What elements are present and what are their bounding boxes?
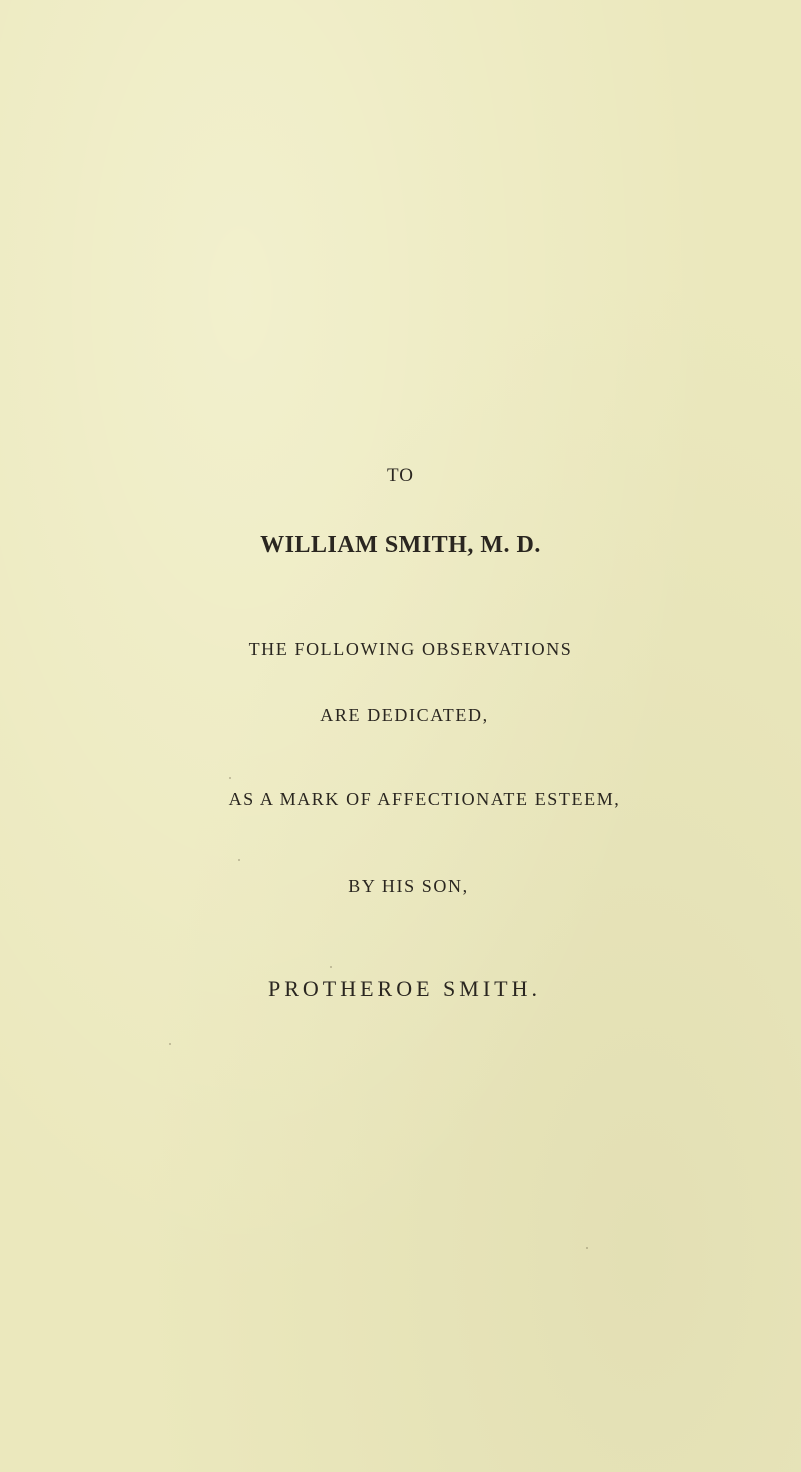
paper-speck bbox=[586, 1247, 588, 1249]
paper-speck bbox=[330, 966, 332, 968]
dedication-line-dedicated: ARE DEDICATED, bbox=[320, 705, 489, 725]
dedication-to: TO bbox=[387, 465, 414, 486]
dedication-author: PROTHEROE SMITH. bbox=[267, 976, 541, 1001]
dedication-line-son: BY HIS SON, bbox=[348, 876, 469, 896]
dedication-recipient: WILLIAM SMITH, M. D. bbox=[260, 532, 541, 558]
paper-speck bbox=[238, 859, 240, 861]
paper-speck bbox=[169, 1043, 171, 1045]
dedication-line-mark: AS A MARK OF AFFECTIONATE ESTEEM, bbox=[228, 789, 621, 809]
paper-speck bbox=[229, 777, 231, 779]
dedication-line-following: THE FOLLOWING OBSERVATIONS bbox=[248, 639, 573, 659]
